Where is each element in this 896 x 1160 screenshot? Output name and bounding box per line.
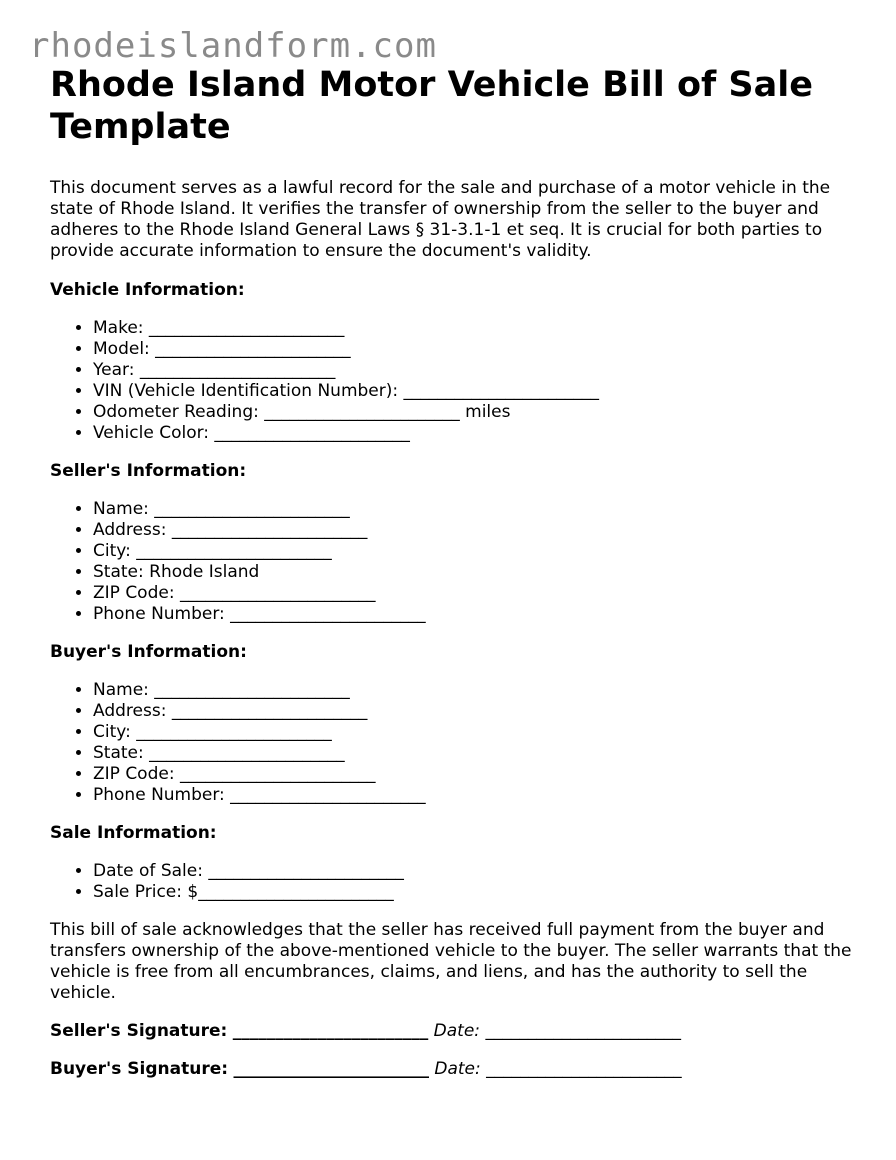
vehicle-year-field: • Year: _______________________	[93, 360, 860, 381]
closing-paragraph: This bill of sale acknowledges that the seller has received full payment from the buyer and transfers ownership of the above-mentioned vehicle to the buyer. The seller warrants that the vehicle is free from all encumbrances, claims, and liens, and has the authority to sell the vehicle.	[50, 920, 852, 1003]
sale-date-field: • Date of Sale: _______________________	[93, 861, 860, 882]
sale-list	[50, 861, 860, 903]
sale-price-field: • Sale Price: $_______________________	[93, 882, 860, 903]
seller-address-field: • Address: _______________________	[93, 520, 860, 541]
vehicle-model-field: • Model: _______________________	[93, 339, 860, 360]
buyer-zip-field: • ZIP Code: _______________________	[93, 764, 860, 785]
buyer-date-blank: _______________________	[486, 1059, 682, 1079]
buyer-signature-blank: _______________________	[233, 1059, 429, 1079]
seller-heading: Seller's Information:	[50, 461, 247, 481]
buyer-heading: Buyer's Information:	[50, 642, 247, 662]
seller-list	[50, 499, 860, 625]
vehicle-make-field: • Make: _______________________	[93, 318, 860, 339]
vehicle-color-field: • Vehicle Color: _______________________	[93, 423, 860, 444]
seller-signature-label: Seller's Signature:	[50, 1021, 228, 1041]
buyer-signature-line	[50, 1059, 860, 1080]
seller-state-field: • State: Rhode Island	[93, 562, 860, 583]
intro-paragraph: This document serves as a lawful record for the sale and purchase of a motor vehicle in the state of Rhode Island. It verifies the transfer of ownership from the seller to the buyer and adheres to the Rhode Island General Laws § 31-3.1-1 et seq. It is crucial for both parties to provide accurate information to ensure the document's validity.	[50, 178, 831, 261]
seller-signature-blank: _______________________	[232, 1021, 429, 1041]
buyer-state-field: • State: _______________________	[93, 743, 860, 764]
buyer-name-field: • Name: _______________________	[93, 680, 860, 701]
vehicle-heading: Vehicle Information:	[50, 280, 245, 300]
seller-zip-field: • ZIP Code: _______________________	[93, 583, 860, 604]
buyer-signature-label: Buyer's Signature:	[50, 1059, 229, 1079]
vehicle-vin-field: • VIN (Vehicle Identification Number): _______________________	[93, 381, 860, 402]
sale-heading: Sale Information:	[50, 823, 217, 843]
document-title: Rhode Island Motor Vehicle Bill of Sale Template	[50, 65, 813, 147]
vehicle-list	[50, 318, 860, 444]
buyer-list	[50, 680, 860, 806]
buyer-phone-field: • Phone Number: _______________________	[93, 785, 860, 806]
buyer-date-label: Date:	[434, 1059, 481, 1079]
seller-date-blank: _______________________	[485, 1021, 681, 1041]
seller-city-field: • City: _______________________	[93, 541, 860, 562]
seller-name-field: • Name: _______________________	[93, 499, 860, 520]
document-page	[50, 64, 860, 1080]
seller-signature-line	[50, 1021, 860, 1042]
vehicle-odometer-field: • Odometer Reading: _______________________ miles	[93, 402, 860, 423]
buyer-address-field: • Address: _______________________	[93, 701, 860, 722]
seller-date-label: Date:	[433, 1021, 481, 1041]
site-watermark: rhodeislandform.com	[29, 26, 437, 66]
buyer-city-field: • City: _______________________	[93, 722, 860, 743]
seller-phone-field: • Phone Number: _______________________	[93, 604, 860, 625]
